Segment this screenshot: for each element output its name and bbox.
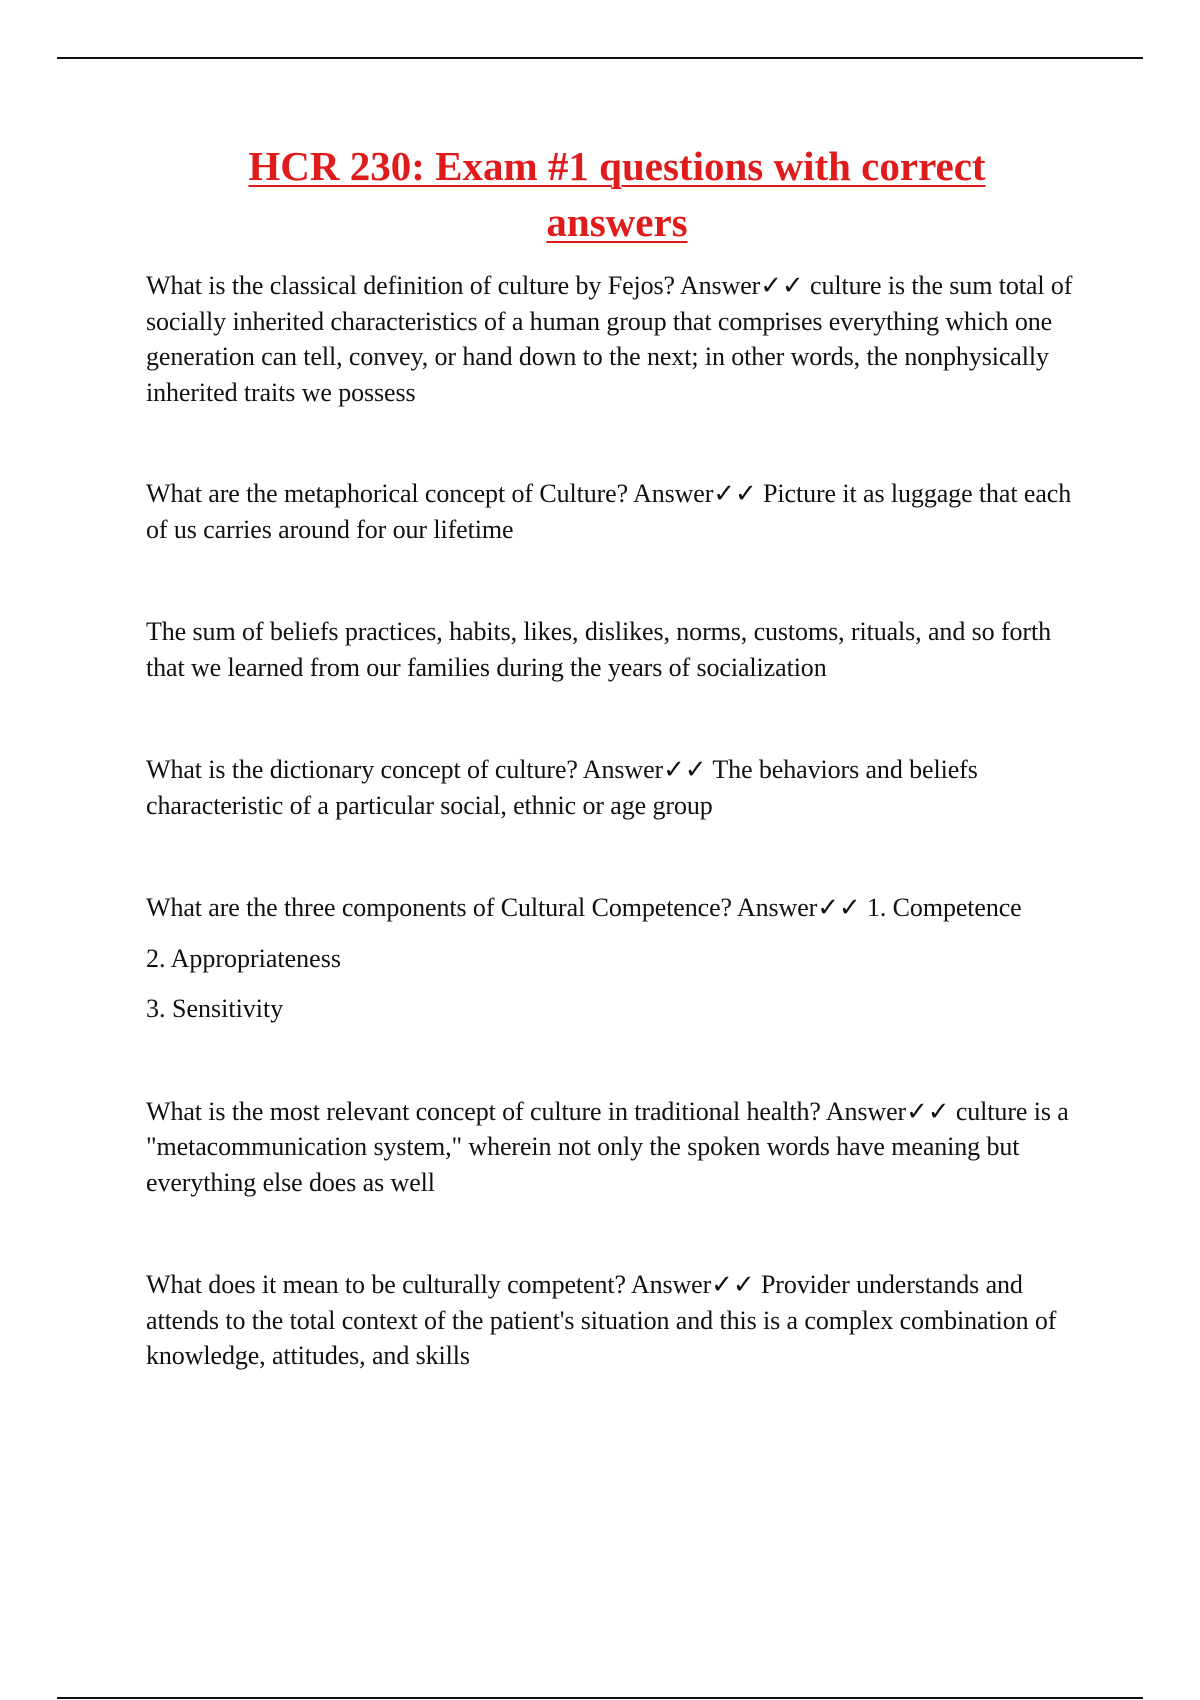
qa-entry-culturally-competent: What does it mean to be culturally competent? Answer✓✓ Provider understands and attends to the total context of the patient's situation and this is a complex combination of knowledge, attitudes, and skills xyxy=(146,1270,1057,1370)
component-item-sensitivity: 3. Sensitivity xyxy=(146,994,284,1023)
title-line-1: HCR 230: Exam #1 questions with correct xyxy=(248,143,986,189)
qa-entry-sum-of-beliefs: The sum of beliefs practices, habits, likes, dislikes, norms, customs, rituals, and so forth that we learned from our families during the years of socialization xyxy=(146,617,1051,682)
qa-entry-traditional-health-concept: What is the most relevant concept of culture in traditional health? Answer✓✓ culture is a "metacommunication system," wherein not only the spoken words have meaning but everything else does as well xyxy=(146,1096,1069,1197)
bottom-rule xyxy=(57,1697,1143,1699)
qa-entry-metaphorical-concept: What are the metaphorical concept of Culture? Answer✓✓ Picture it as luggage that each of us carries around for our lifetime xyxy=(146,479,1072,544)
document-title xyxy=(146,138,1088,250)
component-item-appropriateness: 2. Appropriateness xyxy=(146,943,341,973)
qa-entry-dictionary-concept: What is the dictionary concept of culture? Answer✓✓ The behaviors and beliefs characteristic of a particular social, ethnic or age group xyxy=(146,755,978,820)
document-body xyxy=(146,138,1088,1374)
top-rule xyxy=(57,57,1143,59)
title-line-2: answers xyxy=(546,199,688,245)
qa-entry-cultural-competence-components: What are the three components of Cultural Competence? Answer✓✓ 1. Competence xyxy=(146,893,1022,922)
qa-entry-fejos-definition: What is the classical definition of culture by Fejos? Answer✓✓ culture is the sum total of socially inherited characteristics of a human group that comprises everything which one generation can tell, convey, or hand down to the next; in other words, the nonphysically inherited traits we possess xyxy=(146,271,1073,407)
